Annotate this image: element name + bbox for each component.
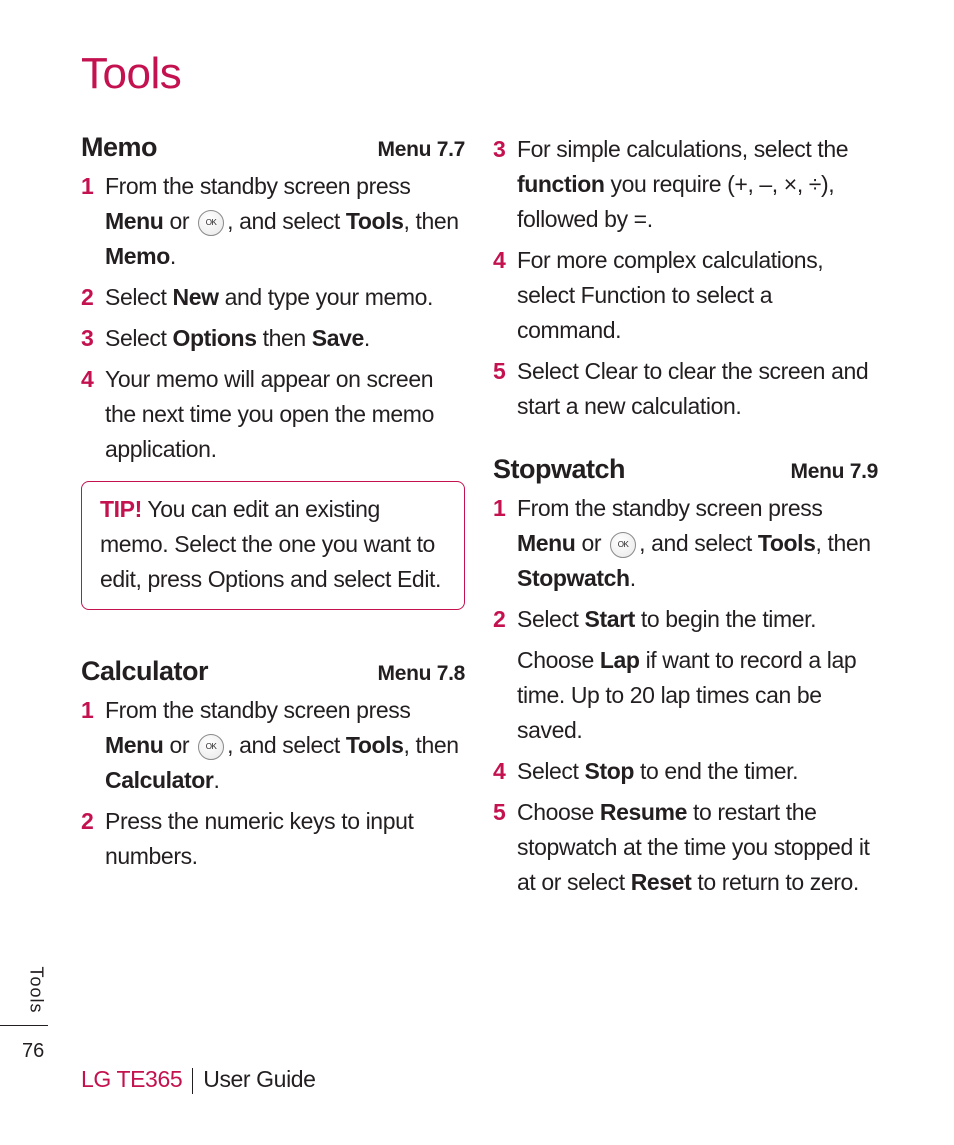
calculator-step-1 [81,693,465,798]
step-keyword: Start [584,606,635,632]
step-text: if want to record a lap time. Up to 20 lap times can be saved. [517,647,857,743]
ok-key-icon: OK [198,734,224,760]
footer-guide: User Guide [203,1066,316,1092]
step-text: Select [105,325,173,351]
step-text: then [256,325,312,351]
stopwatch-step-5 [493,795,878,900]
step-keyword: Save [311,325,364,351]
footer-separator [192,1068,193,1094]
step-text: or [163,732,196,758]
step-text: , then [403,732,459,758]
step-text: or [575,530,608,556]
step-number: 5 [493,799,506,825]
footer [81,1066,316,1094]
calculator-section [81,656,465,874]
step-number: 2 [81,284,94,310]
step-number: 5 [493,358,506,384]
step-text: For more complex calculations, select Function to select a command. [517,247,824,343]
stopwatch-heading: Stopwatch [493,454,626,484]
page-title: Tools [81,49,182,98]
step-keyword: Menu [105,732,164,758]
calculator-step-2 [81,804,465,874]
stopwatch-step-2 [493,602,878,637]
step-text: and type your memo. [218,284,434,310]
step-text: to end the timer. [634,758,799,784]
step-text: you require (+, –, ×, ÷), followed by =. [517,171,835,232]
footer-model: LG TE365 [81,1066,183,1092]
step-keyword: Reset [630,869,692,895]
sidebar-section-label: Tools [26,966,47,1014]
memo-heading: Memo [81,132,158,162]
step-number: 4 [493,247,506,273]
calculator-steps [81,693,465,874]
step-keyword: Resume [599,799,687,825]
step-text: Select [105,284,173,310]
step-keyword: Calculator [105,767,214,793]
left-column [81,132,465,880]
calculator-step-4 [493,243,878,348]
step-text: For simple calculations, select the [517,136,849,162]
stopwatch-menu-number: Menu 7.9 [790,460,878,483]
calculator-step-3 [493,132,878,237]
step-number: 3 [493,136,506,162]
right-column [493,132,878,906]
step-number: 2 [493,606,506,632]
stopwatch-header [493,454,878,485]
tip-text: You can edit an existing memo. Select the one you want to edit, press Options and select Edit. [100,496,442,592]
calculator-menu-number: Menu 7.8 [377,662,465,685]
step-keyword: Menu [517,530,576,556]
step-keyword: Stopwatch [517,565,630,591]
memo-step-4 [81,362,465,467]
memo-menu-number: Menu 7.7 [377,138,465,161]
step-text: . [629,565,636,591]
step-text: . [363,325,370,351]
step-number: 1 [81,173,94,199]
calculator-heading: Calculator [81,656,209,686]
step-number: 3 [81,325,94,351]
step-text: From the standby screen press [105,173,411,199]
memo-step-1 [81,169,465,274]
step-text: to restart the stopwatch at the time you stopped it at or select [517,799,870,895]
ok-key-icon: OK [198,210,224,236]
step-text: Select [517,758,585,784]
step-text: to return to zero. [691,869,859,895]
step-text: Choose [517,799,600,825]
step-text: From the standby screen press [517,495,823,521]
calculator-steps-continued [493,132,878,424]
step-keyword: Options [172,325,257,351]
step-text: , then [815,530,871,556]
step-keyword: function [517,171,605,197]
ok-key-icon: OK [610,532,636,558]
sidebar-divider [0,1025,48,1026]
step-keyword: Tools [345,208,404,234]
step-text: Select [517,606,585,632]
stopwatch-step-3 [493,643,878,748]
step-number: 1 [81,697,94,723]
step-text: Your memo will appear on screen the next time you open the memo application. [105,366,434,462]
step-keyword: New [172,284,219,310]
step-text: , and select [227,732,346,758]
stopwatch-steps [493,491,878,900]
step-text: Press the numeric keys to input numbers. [105,808,414,869]
step-number: 4 [81,366,94,392]
memo-tip-box [81,481,465,610]
tip-label: TIP! [100,496,142,522]
step-keyword: Menu [105,208,164,234]
stopwatch-step-4 [493,754,878,789]
step-number: 4 [493,758,506,784]
memo-steps [81,169,465,467]
memo-section [81,132,465,610]
step-text: , and select [639,530,758,556]
step-text: From the standby screen press [105,697,411,723]
calculator-header [81,656,465,687]
step-keyword: Lap [599,647,640,673]
memo-header [81,132,465,163]
step-text: , then [403,208,459,234]
memo-step-2 [81,280,465,315]
step-keyword: Tools [757,530,816,556]
step-text: , and select [227,208,346,234]
step-number: 1 [493,495,506,521]
stopwatch-section [493,454,878,900]
step-text: . [169,243,176,269]
page-number: 76 [22,1040,45,1062]
step-text: Choose [517,647,600,673]
calculator-step-5 [493,354,878,424]
step-text: . [213,767,220,793]
step-keyword: Memo [105,243,170,269]
step-keyword: Stop [584,758,635,784]
step-text: or [163,208,196,234]
memo-step-3 [81,321,465,356]
step-number: 2 [81,808,94,834]
step-text: to begin the timer. [634,606,817,632]
stopwatch-step-1 [493,491,878,596]
step-text: Select Clear to clear the screen and start a new calculation. [517,358,869,419]
step-keyword: Tools [345,732,404,758]
